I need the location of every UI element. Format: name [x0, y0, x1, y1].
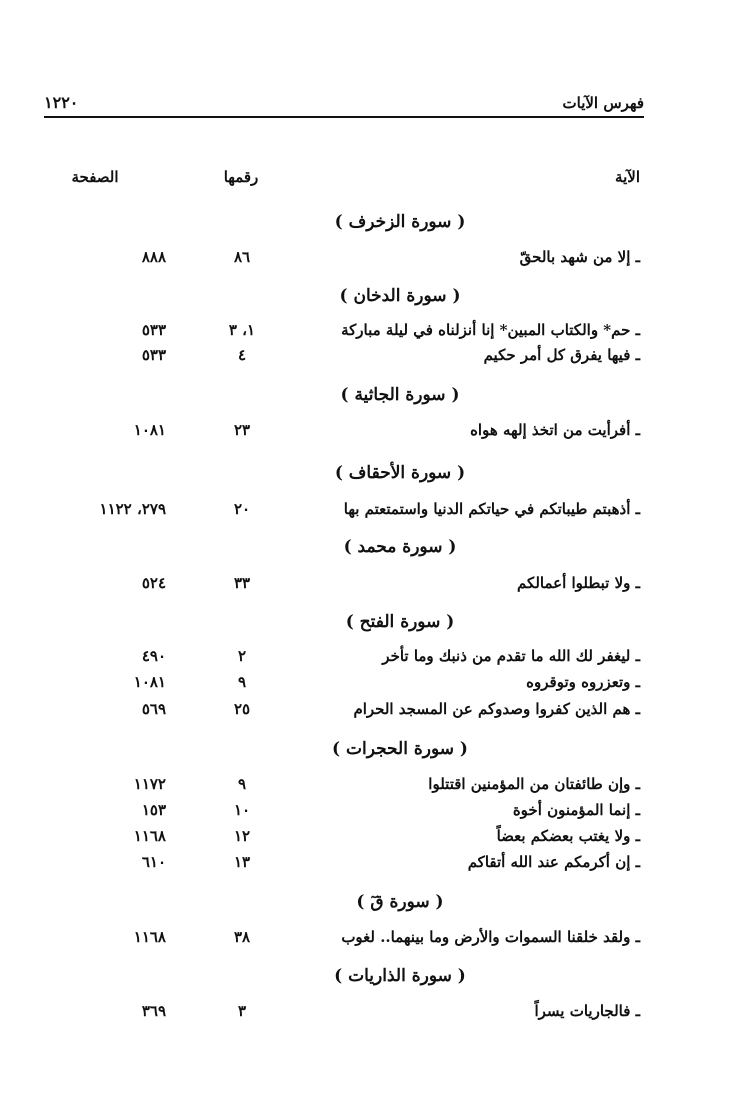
surah-title: ( سورة الذاريات ): [334, 966, 466, 986]
verse-number: ٢٣: [233, 421, 251, 439]
page-reference: ٤٩٠: [141, 647, 166, 665]
verse-text: ـ أذهبتم طيباتكم في حياتكم الدنيا واستمتعتم بها: [343, 500, 640, 518]
verse-number: ٢: [237, 647, 247, 665]
verse-text: ـ أفرأيت من اتخذ إلهه هواه: [470, 421, 640, 439]
surah-title: ( سورة محمد ): [343, 537, 457, 557]
verse-text: ـ ليغفر لك الله ما تقدم من ذنبك وما تأخر: [382, 647, 640, 665]
index-row: [0, 853, 742, 877]
running-header: [44, 88, 644, 118]
page-reference: ٥٢٤: [141, 574, 166, 592]
page-number: ١٢٢٠: [44, 93, 79, 112]
page-reference: ٦١٠: [141, 853, 166, 871]
page-reference: ٨٨٨: [141, 248, 166, 266]
surah-title: ( سورة الزخرف ): [334, 212, 466, 232]
verse-number: ٨٦: [233, 248, 251, 266]
verse-text: ـ وتعزروه وتوقروه: [526, 673, 640, 691]
verse-number: ١، ٣: [228, 321, 256, 339]
verse-number: ٩: [237, 673, 247, 691]
page-reference: ٣٦٩: [141, 1002, 166, 1020]
index-row: [0, 574, 742, 598]
page-reference: ١١٦٨: [133, 827, 166, 845]
verse-text: ـ حم* والكتاب المبين* إنا أنزلناه في ليلة مباركة: [341, 321, 640, 339]
index-row: [0, 673, 742, 697]
verse-text: ـ هم الذين كفروا وصدوكم عن المسجد الحرام: [353, 700, 640, 718]
page-reference: ٢٧٩، ١١٢٢: [99, 500, 166, 518]
verse-text: ـ إلا من شهد بالحقّ: [519, 248, 640, 266]
verse-number: ١٣: [233, 853, 251, 871]
verse-text: ـ ولقد خلقنا السموات والأرض وما بينهما.. لغوب: [341, 928, 640, 946]
surah-title: ( سورة الدخان ): [339, 286, 461, 306]
surah-title: ( سورة الجاثية ): [340, 385, 460, 405]
page-reference: ١١٧٢: [133, 775, 166, 793]
verse-text: ـ إنما المؤمنون أخوة: [512, 801, 640, 819]
verse-text: ـ وإن طائفتان من المؤمنين اقتتلوا: [428, 775, 640, 793]
page-reference: ١٠٨١: [133, 673, 166, 691]
index-row: [0, 346, 742, 370]
verse-number: ١٠: [233, 801, 251, 819]
page-reference: ٥٣٣: [141, 321, 166, 339]
verse-number: ٤: [237, 346, 247, 364]
column-header-number: رقمها: [223, 168, 259, 186]
page-reference: ١٥٣: [141, 801, 166, 819]
surah-title: ( سورة الفتح ): [345, 612, 455, 632]
index-row: [0, 801, 742, 825]
running-title: فهرس الآيات: [562, 94, 644, 112]
page-reference: ١١٦٨: [133, 928, 166, 946]
verse-number: ٢٠: [233, 500, 251, 518]
verse-number: ٩: [237, 775, 247, 793]
column-header-verse: الآية: [615, 168, 640, 186]
verse-number: ١٢: [233, 827, 251, 845]
index-row: [0, 700, 742, 724]
page-reference: ١٠٨١: [133, 421, 166, 439]
verse-text: ـ فيها يفرق كل أمر حكيم: [483, 346, 640, 364]
verse-number: ٣٨: [233, 928, 251, 946]
verse-number: ٣: [237, 1002, 247, 1020]
index-row: [0, 421, 742, 445]
index-row: [0, 248, 742, 272]
index-row: [0, 500, 742, 524]
column-header-page: الصفحة: [71, 168, 119, 186]
index-row: [0, 647, 742, 671]
page-reference: ٥٣٣: [141, 346, 166, 364]
page-reference: ٥٦٩: [141, 700, 166, 718]
index-row: [0, 827, 742, 851]
surah-title: ( سورة الأحقاف ): [334, 463, 466, 483]
verse-text: ـ إن أكرمكم عند الله أتقاكم: [467, 853, 640, 871]
verse-text: ـ ولا يغتب بعضكم بعضاً: [496, 827, 640, 845]
index-row: [0, 1002, 742, 1026]
index-row: [0, 775, 742, 799]
surah-title: ( سورة قٓ ): [356, 892, 444, 912]
index-row: [0, 321, 742, 345]
verse-text: ـ فالجاريات يسراً: [534, 1002, 640, 1020]
verse-number: ٢٥: [233, 700, 251, 718]
verse-text: ـ ولا تبطلوا أعمالكم: [517, 574, 640, 592]
surah-title: ( سورة الحجرات ): [332, 739, 468, 759]
column-headers: [0, 168, 742, 196]
verse-number: ٣٣: [233, 574, 251, 592]
index-row: [0, 928, 742, 952]
